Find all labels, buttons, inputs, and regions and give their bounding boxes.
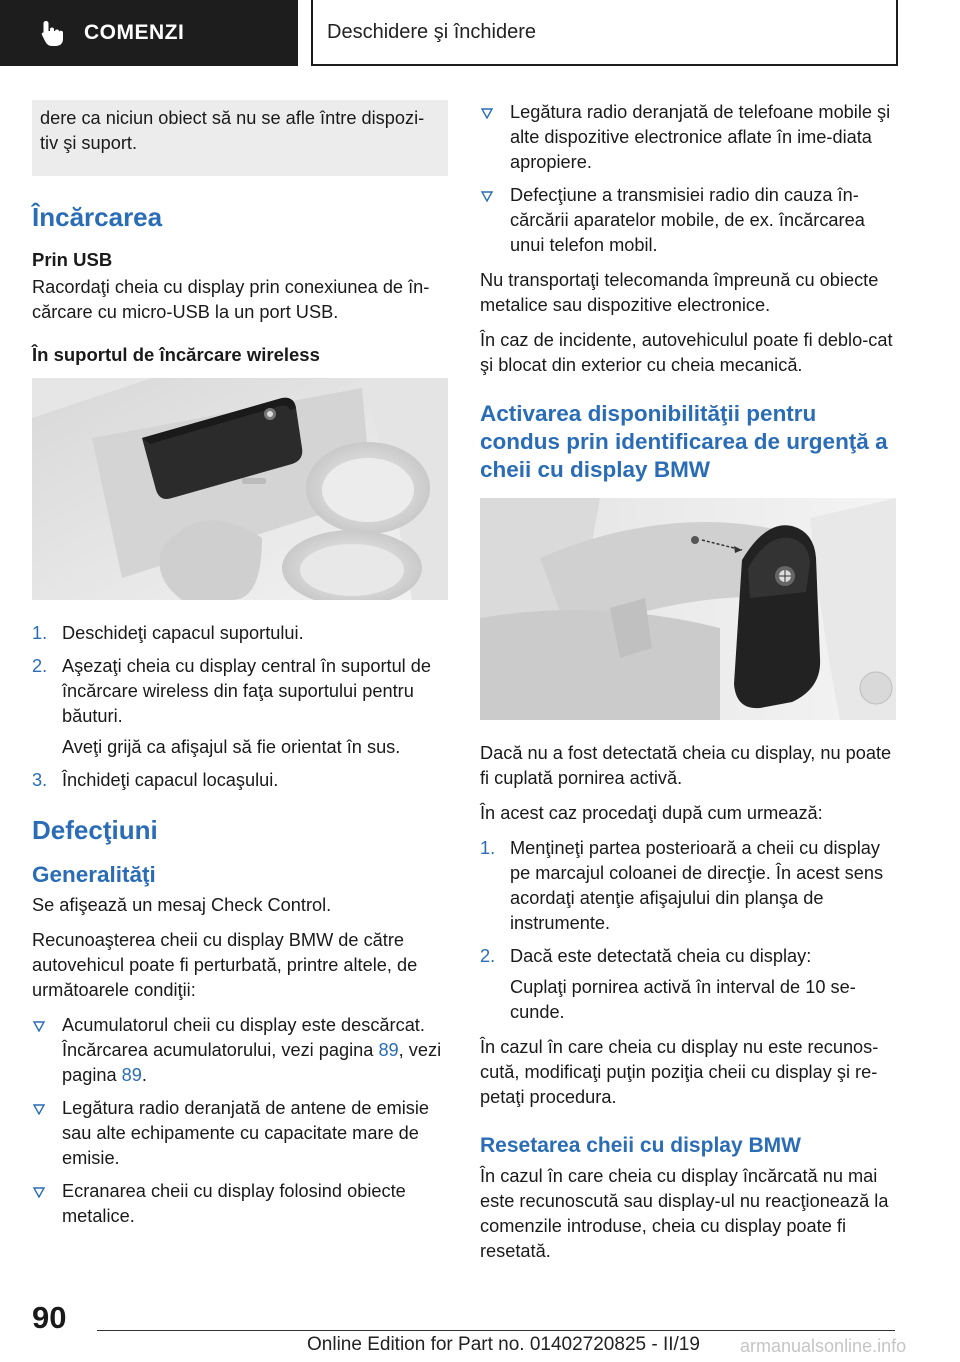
- triangle-bullet-icon: [33, 1187, 45, 1198]
- step-text: Deschideţi capacul suportului.: [62, 623, 304, 643]
- page-link-89[interactable]: 89: [378, 1040, 399, 1060]
- list-item: [480, 100, 896, 175]
- triangle-bullet-icon: [481, 108, 493, 119]
- reset-text: În cazul în care cheia cu display încărcată nu mai este recunoscută sau display-ul nu reacţionează la comenzile introduse, cheia cu display poate fi resetată.: [480, 1166, 889, 1261]
- usb-text: Racordaţi cheia cu display prin conexiunea de în‐cărcare cu micro-USB la un port USB.: [32, 277, 430, 322]
- footer-divider: [97, 1330, 895, 1331]
- step-number: 2.: [480, 946, 496, 966]
- step-text: Aşezaţi cheia cu display central în suportul de încărcare wireless din faţa suportului pentru băuturi.: [62, 656, 432, 726]
- general-text-1: Se afişează un mesaj Check Control.: [32, 895, 332, 915]
- emergency-steps: [480, 836, 896, 1025]
- edition-text: Online Edition for Part no. 01402720825 - II/19: [307, 1334, 700, 1355]
- faults-heading: Defecţiuni: [32, 815, 158, 845]
- list-item: [32, 768, 448, 793]
- hand-pointer-icon: [40, 19, 66, 47]
- bullet-text: .: [141, 1065, 147, 1085]
- charging-heading: Încărcarea: [32, 202, 163, 232]
- bullet-text: Ecranarea cheii cu display folosind obiecte metalice.: [62, 1181, 406, 1226]
- list-item: [32, 654, 448, 760]
- step-text: Menţineţi partea posterioară a cheii cu display pe marcajul coloanei de direcţie. În acest sens acordaţi atenţie afişajului din planşa de instrumente.: [510, 838, 884, 933]
- emergency-heading: Activarea disponibilităţii pentru condus prin identificarea de urgenţă a cheii cu display BMW: [480, 401, 888, 482]
- note-text: dere ca niciun obiect să nu se afle între dispozi‐tiv şi suport.: [40, 108, 425, 153]
- section-tab: [311, 0, 898, 66]
- triangle-bullet-icon: [481, 191, 493, 202]
- list-item: [480, 183, 896, 258]
- bullet-text: Defecţiune a transmisiei radio din cauza în‐cărcării aparatelor mobile, de ex. încărcarea unui telefon mobil.: [510, 185, 865, 255]
- list-item: [32, 1096, 448, 1171]
- wireless-charging-tray-illustration: [32, 378, 448, 600]
- right-column: [480, 100, 896, 1274]
- incident-text: În caz de incidente, autovehiculul poate fi deblo‐cat şi blocat din exterior cu cheia mecanică.: [480, 330, 893, 375]
- step-number: 2.: [32, 656, 48, 676]
- section-title: Deschidere şi închidere: [327, 20, 536, 43]
- watermark: armanualsonline.info: [740, 1336, 907, 1356]
- bullet-text: , vezi pagina: [62, 1040, 442, 1085]
- key-on-steering-column-illustration: [480, 498, 896, 720]
- procedure-intro-text: În acest caz procedaţi după cum urmează:: [480, 803, 823, 823]
- chapter-tab: [0, 0, 298, 66]
- charging-steps: [32, 621, 448, 793]
- conditions-list: [32, 1013, 448, 1229]
- usb-heading: Prin USB: [32, 249, 113, 270]
- bullet-text: Acumulatorul cheii cu display este descărcat. Încărcarea acumulatorului, vezi pagina: [62, 1015, 425, 1060]
- left-column: [32, 100, 448, 1239]
- step-number: 3.: [32, 770, 48, 790]
- step-number: 1.: [32, 623, 48, 643]
- page-link-89[interactable]: 89: [121, 1065, 142, 1085]
- reset-heading: Resetarea cheii cu display BMW: [480, 1134, 801, 1157]
- not-detected-text: Dacă nu a fost detectată cheia cu display, nu poate fi cuplată pornirea activă.: [480, 743, 892, 788]
- step-note: Aveţi grijă ca afişajul să fie orientat în sus.: [62, 737, 401, 757]
- list-item: [32, 1013, 448, 1088]
- page-number: 90: [32, 1300, 67, 1335]
- wireless-heading: În suportul de încărcare wireless: [32, 344, 320, 365]
- triangle-bullet-icon: [33, 1021, 45, 1032]
- step-note: Cuplaţi pornirea activă în interval de 10 se‐cunde.: [510, 977, 856, 1022]
- general-text-2: Recunoaşterea cheii cu display BMW de către autovehicul poate fi perturbată, printre altele, de următoarele condiţii:: [32, 930, 418, 1000]
- not-recognized-text: În cazul în care cheia cu display nu este recunos‐cută, modificaţi puţin poziţia cheii cu display şi re‐petaţi procedura.: [480, 1037, 879, 1107]
- bullet-text: Legătura radio deranjată de telefoane mobile şi alte dispozitive electronice aflate în ime‐diata apropiere.: [510, 102, 891, 172]
- bullet-text: Legătura radio deranjată de antene de emisie sau alte echipamente cu capacitate mare de emisie.: [62, 1098, 430, 1168]
- list-item: [32, 1179, 448, 1229]
- step-text: Dacă este detectată cheia cu display:: [510, 946, 812, 966]
- note-box: [32, 100, 448, 176]
- page-header: [0, 0, 960, 66]
- conditions-list-continued: [480, 100, 896, 258]
- step-number: 1.: [480, 838, 496, 858]
- list-item: [480, 944, 896, 1025]
- list-item: [32, 621, 448, 646]
- list-item: [480, 836, 896, 936]
- general-heading: Generalităţi: [32, 862, 156, 887]
- triangle-bullet-icon: [33, 1104, 45, 1115]
- transport-text: Nu transportaţi telecomanda împreună cu obiecte metalice sau dispozitive electronice.: [480, 270, 879, 315]
- step-text: Închideţi capacul locaşului.: [62, 770, 279, 790]
- chapter-title: COMENZI: [84, 21, 185, 44]
